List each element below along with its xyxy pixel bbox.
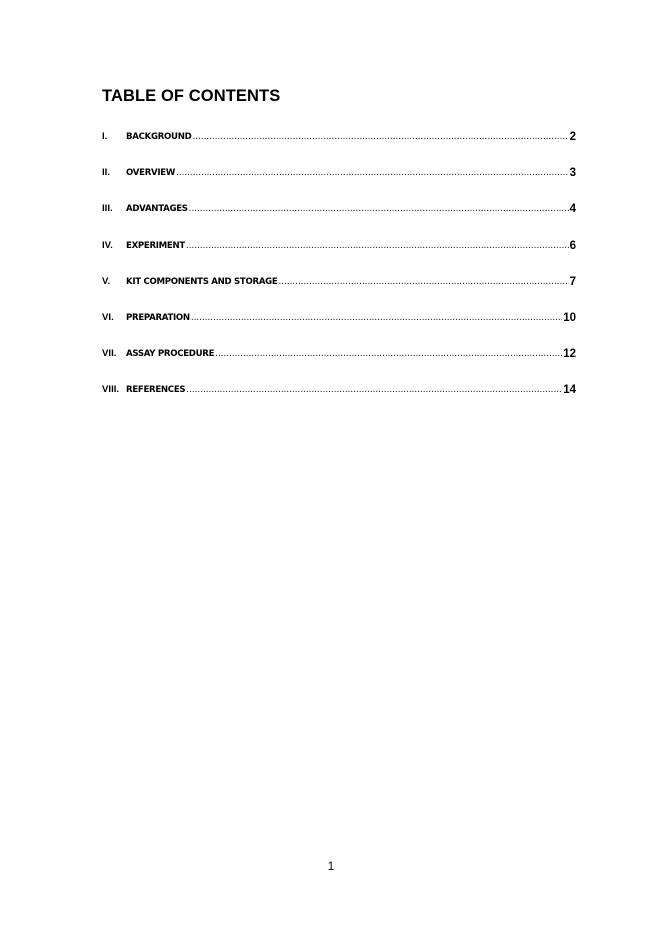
toc-entry-number: VI. xyxy=(102,311,114,323)
toc-entry-background[interactable] xyxy=(102,129,576,165)
toc-entry-assay-procedure[interactable] xyxy=(102,346,576,382)
toc-entry-page: 2 xyxy=(569,131,576,143)
toc-entry-page: 12 xyxy=(563,348,576,361)
toc-entry-kit-components[interactable] xyxy=(102,274,576,310)
toc-entry-page: 14 xyxy=(563,384,576,397)
toc-entry-page: 7 xyxy=(569,275,576,288)
toc-entry-page: 3 xyxy=(569,167,576,180)
toc-dot-leader xyxy=(192,129,568,145)
toc-entry-advantages[interactable] xyxy=(102,201,576,237)
toc-entry-label: ASSAY PROCEDURE xyxy=(126,349,215,360)
toc-entry-number: IV. xyxy=(102,239,113,251)
toc-entry-number: V. xyxy=(102,275,111,287)
toc-entry-preparation[interactable] xyxy=(102,310,576,346)
toc-list xyxy=(102,129,576,419)
toc-dot-leader xyxy=(215,346,562,362)
toc-entry-number: III. xyxy=(102,203,113,215)
page-number: 1 xyxy=(327,861,335,873)
toc-entry-label: ADVANTAGES xyxy=(126,204,188,215)
toc-dot-leader xyxy=(191,310,562,326)
toc-entry-number: I. xyxy=(102,131,108,142)
toc-dot-leader xyxy=(186,238,569,254)
toc-entry-label: PREPARATION xyxy=(126,312,190,323)
toc-entry-label: REFERENCES xyxy=(126,385,186,396)
toc-entry-label: EXPERIMENT xyxy=(126,240,185,251)
toc-entry-label: KIT COMPONENTS AND STORAGE xyxy=(126,276,278,287)
toc-dot-leader xyxy=(189,201,569,217)
toc-entry-experiment[interactable] xyxy=(102,238,576,274)
toc-entry-page: 10 xyxy=(563,311,576,324)
toc-entry-number: VII. xyxy=(102,348,117,360)
toc-entry-page: 4 xyxy=(569,203,576,216)
toc-entry-number: II. xyxy=(102,167,110,179)
toc-entry-page: 6 xyxy=(569,239,576,252)
toc-entry-overview[interactable] xyxy=(102,165,576,201)
toc-entry-number: VIII. xyxy=(102,384,120,396)
toc-entry-label: BACKGROUND xyxy=(126,132,192,142)
toc-dot-leader xyxy=(176,165,569,181)
toc-entry-references[interactable] xyxy=(102,382,576,418)
toc-dot-leader xyxy=(279,274,569,290)
toc-title: TABLE OF CONTENTS xyxy=(102,87,281,105)
toc-entry-label: OVERVIEW xyxy=(126,168,176,179)
toc-dot-leader xyxy=(186,382,562,398)
